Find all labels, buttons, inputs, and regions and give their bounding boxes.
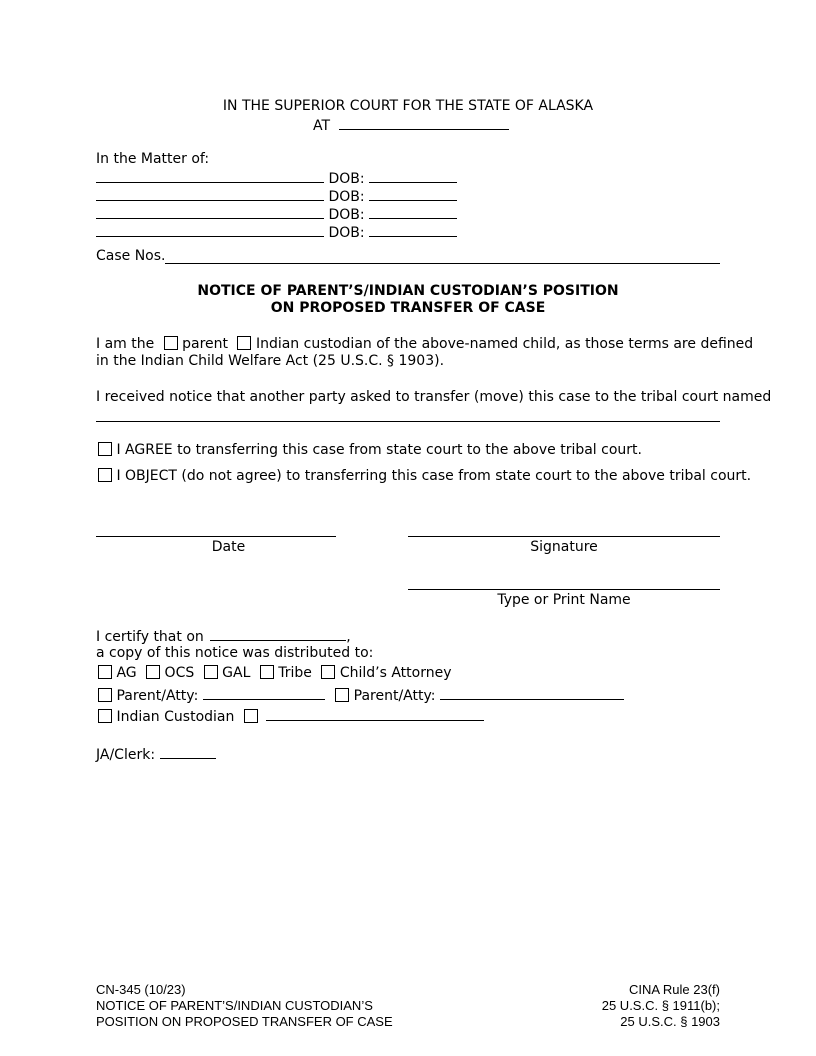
certify-text: I certify that on (96, 629, 204, 645)
agree-label: I AGREE to transferring this case from state court to the above tribal court. (116, 442, 642, 458)
case-nos-label: Case Nos. (96, 248, 166, 264)
dob-label: DOB: (328, 225, 365, 241)
parent-atty-1-field[interactable] (203, 686, 325, 700)
court-location-field[interactable] (339, 116, 509, 130)
object-option (98, 468, 751, 485)
date-label: Date (211, 539, 246, 555)
role-prefix: I am the (96, 336, 155, 352)
dob-label: DOB: (328, 189, 365, 205)
gal-checkbox[interactable] (204, 665, 218, 679)
child-name-field[interactable] (96, 223, 324, 237)
notice-heading-line1: NOTICE OF PARENT’S/INDIAN CUSTODIAN’S POSITION (197, 283, 619, 299)
ocs-checkbox[interactable] (146, 665, 160, 679)
parent-checkbox[interactable] (164, 336, 178, 350)
dob-field[interactable] (369, 223, 457, 237)
parent-atty-2-checkbox[interactable] (335, 688, 349, 702)
signature-label: Signature (530, 539, 598, 555)
clerk-line (96, 745, 216, 764)
certify-date-field[interactable] (210, 627, 346, 641)
indian-custodian-label: Indian custodian of the above-named child, as those terms are defined (255, 336, 754, 352)
child-name-field[interactable] (96, 205, 324, 219)
dob-field[interactable] (369, 187, 457, 201)
parent-atty-1-label: Parent/Atty: (116, 688, 199, 704)
footer-title-line1: NOTICE OF PARENT’S/INDIAN CUSTODIAN’S (96, 998, 373, 1013)
dob-field[interactable] (369, 205, 457, 219)
notice-text: I received notice that another party asked to transfer (move) this case to the tribal court named (96, 389, 772, 405)
footer-title-line2: POSITION ON PROPOSED TRANSFER OF CASE (96, 1014, 393, 1029)
role-definition: in the Indian Child Welfare Act (25 U.S.C. § 1903). (96, 353, 445, 369)
parent-atty-2-label: Parent/Atty: (353, 688, 436, 704)
agree-option (98, 442, 642, 459)
date-field[interactable] (96, 536, 336, 537)
child-row-2 (96, 187, 457, 206)
indian-custodian-dist-checkbox[interactable] (98, 709, 112, 723)
tribe-checkbox[interactable] (260, 665, 274, 679)
at-label: AT (313, 118, 331, 134)
tribe-label: Tribe (278, 665, 312, 681)
object-label: I OBJECT (do not agree) to transferring this case from state court to the above tribal court. (116, 468, 752, 484)
indian-custodian-checkbox[interactable] (237, 336, 251, 350)
parent-label: parent (182, 336, 229, 352)
distribution-row-1 (98, 665, 452, 682)
clerk-label: JA/Clerk: (96, 747, 156, 763)
child-row-1 (96, 169, 457, 188)
print-name-field[interactable] (408, 589, 720, 590)
parent-atty-1-checkbox[interactable] (98, 688, 112, 702)
tribal-court-name-field[interactable] (96, 421, 720, 422)
child-row-4 (96, 223, 457, 242)
distributed-text: a copy of this notice was distributed to: (96, 645, 374, 661)
role-line (96, 336, 753, 353)
child-name-field[interactable] (96, 187, 324, 201)
signature-field[interactable] (408, 536, 720, 537)
court-title: IN THE SUPERIOR COURT FOR THE STATE OF ALASKA (222, 98, 594, 114)
indian-custodian-dist-label: Indian Custodian (116, 709, 235, 725)
print-name-label: Type or Print Name (497, 592, 631, 608)
distribution-row-2 (98, 686, 624, 705)
child-row-3 (96, 205, 457, 224)
clerk-initials-field[interactable] (160, 745, 216, 759)
other-recipient-field[interactable] (266, 707, 484, 721)
child-name-field[interactable] (96, 169, 324, 183)
footer-rule-1: CINA Rule 23(f) (628, 982, 720, 997)
other-recipient-checkbox[interactable] (244, 709, 258, 723)
dob-label: DOB: (328, 171, 365, 187)
parent-atty-2-field[interactable] (440, 686, 624, 700)
certify-line (96, 627, 351, 646)
footer-rule-2: 25 U.S.C. § 1911(b); (601, 998, 720, 1013)
ag-label: AG (116, 665, 137, 681)
footer-rule-3: 25 U.S.C. § 1903 (620, 1014, 720, 1029)
childs-attorney-label: Child’s Attorney (339, 665, 452, 681)
gal-label: GAL (222, 665, 251, 681)
distribution-row-3 (98, 707, 484, 726)
ocs-label: OCS (164, 665, 195, 681)
certify-comma: , (346, 629, 351, 645)
dob-field[interactable] (369, 169, 457, 183)
dob-label: DOB: (328, 207, 365, 223)
object-checkbox[interactable] (98, 468, 112, 482)
ag-checkbox[interactable] (98, 665, 112, 679)
matter-label: In the Matter of: (96, 151, 210, 167)
case-nos-field[interactable] (165, 263, 720, 264)
childs-attorney-checkbox[interactable] (321, 665, 335, 679)
notice-heading-line2: ON PROPOSED TRANSFER OF CASE (270, 300, 546, 316)
court-location (313, 116, 509, 135)
footer-form-id: CN-345 (10/23) (96, 982, 186, 997)
agree-checkbox[interactable] (98, 442, 112, 456)
